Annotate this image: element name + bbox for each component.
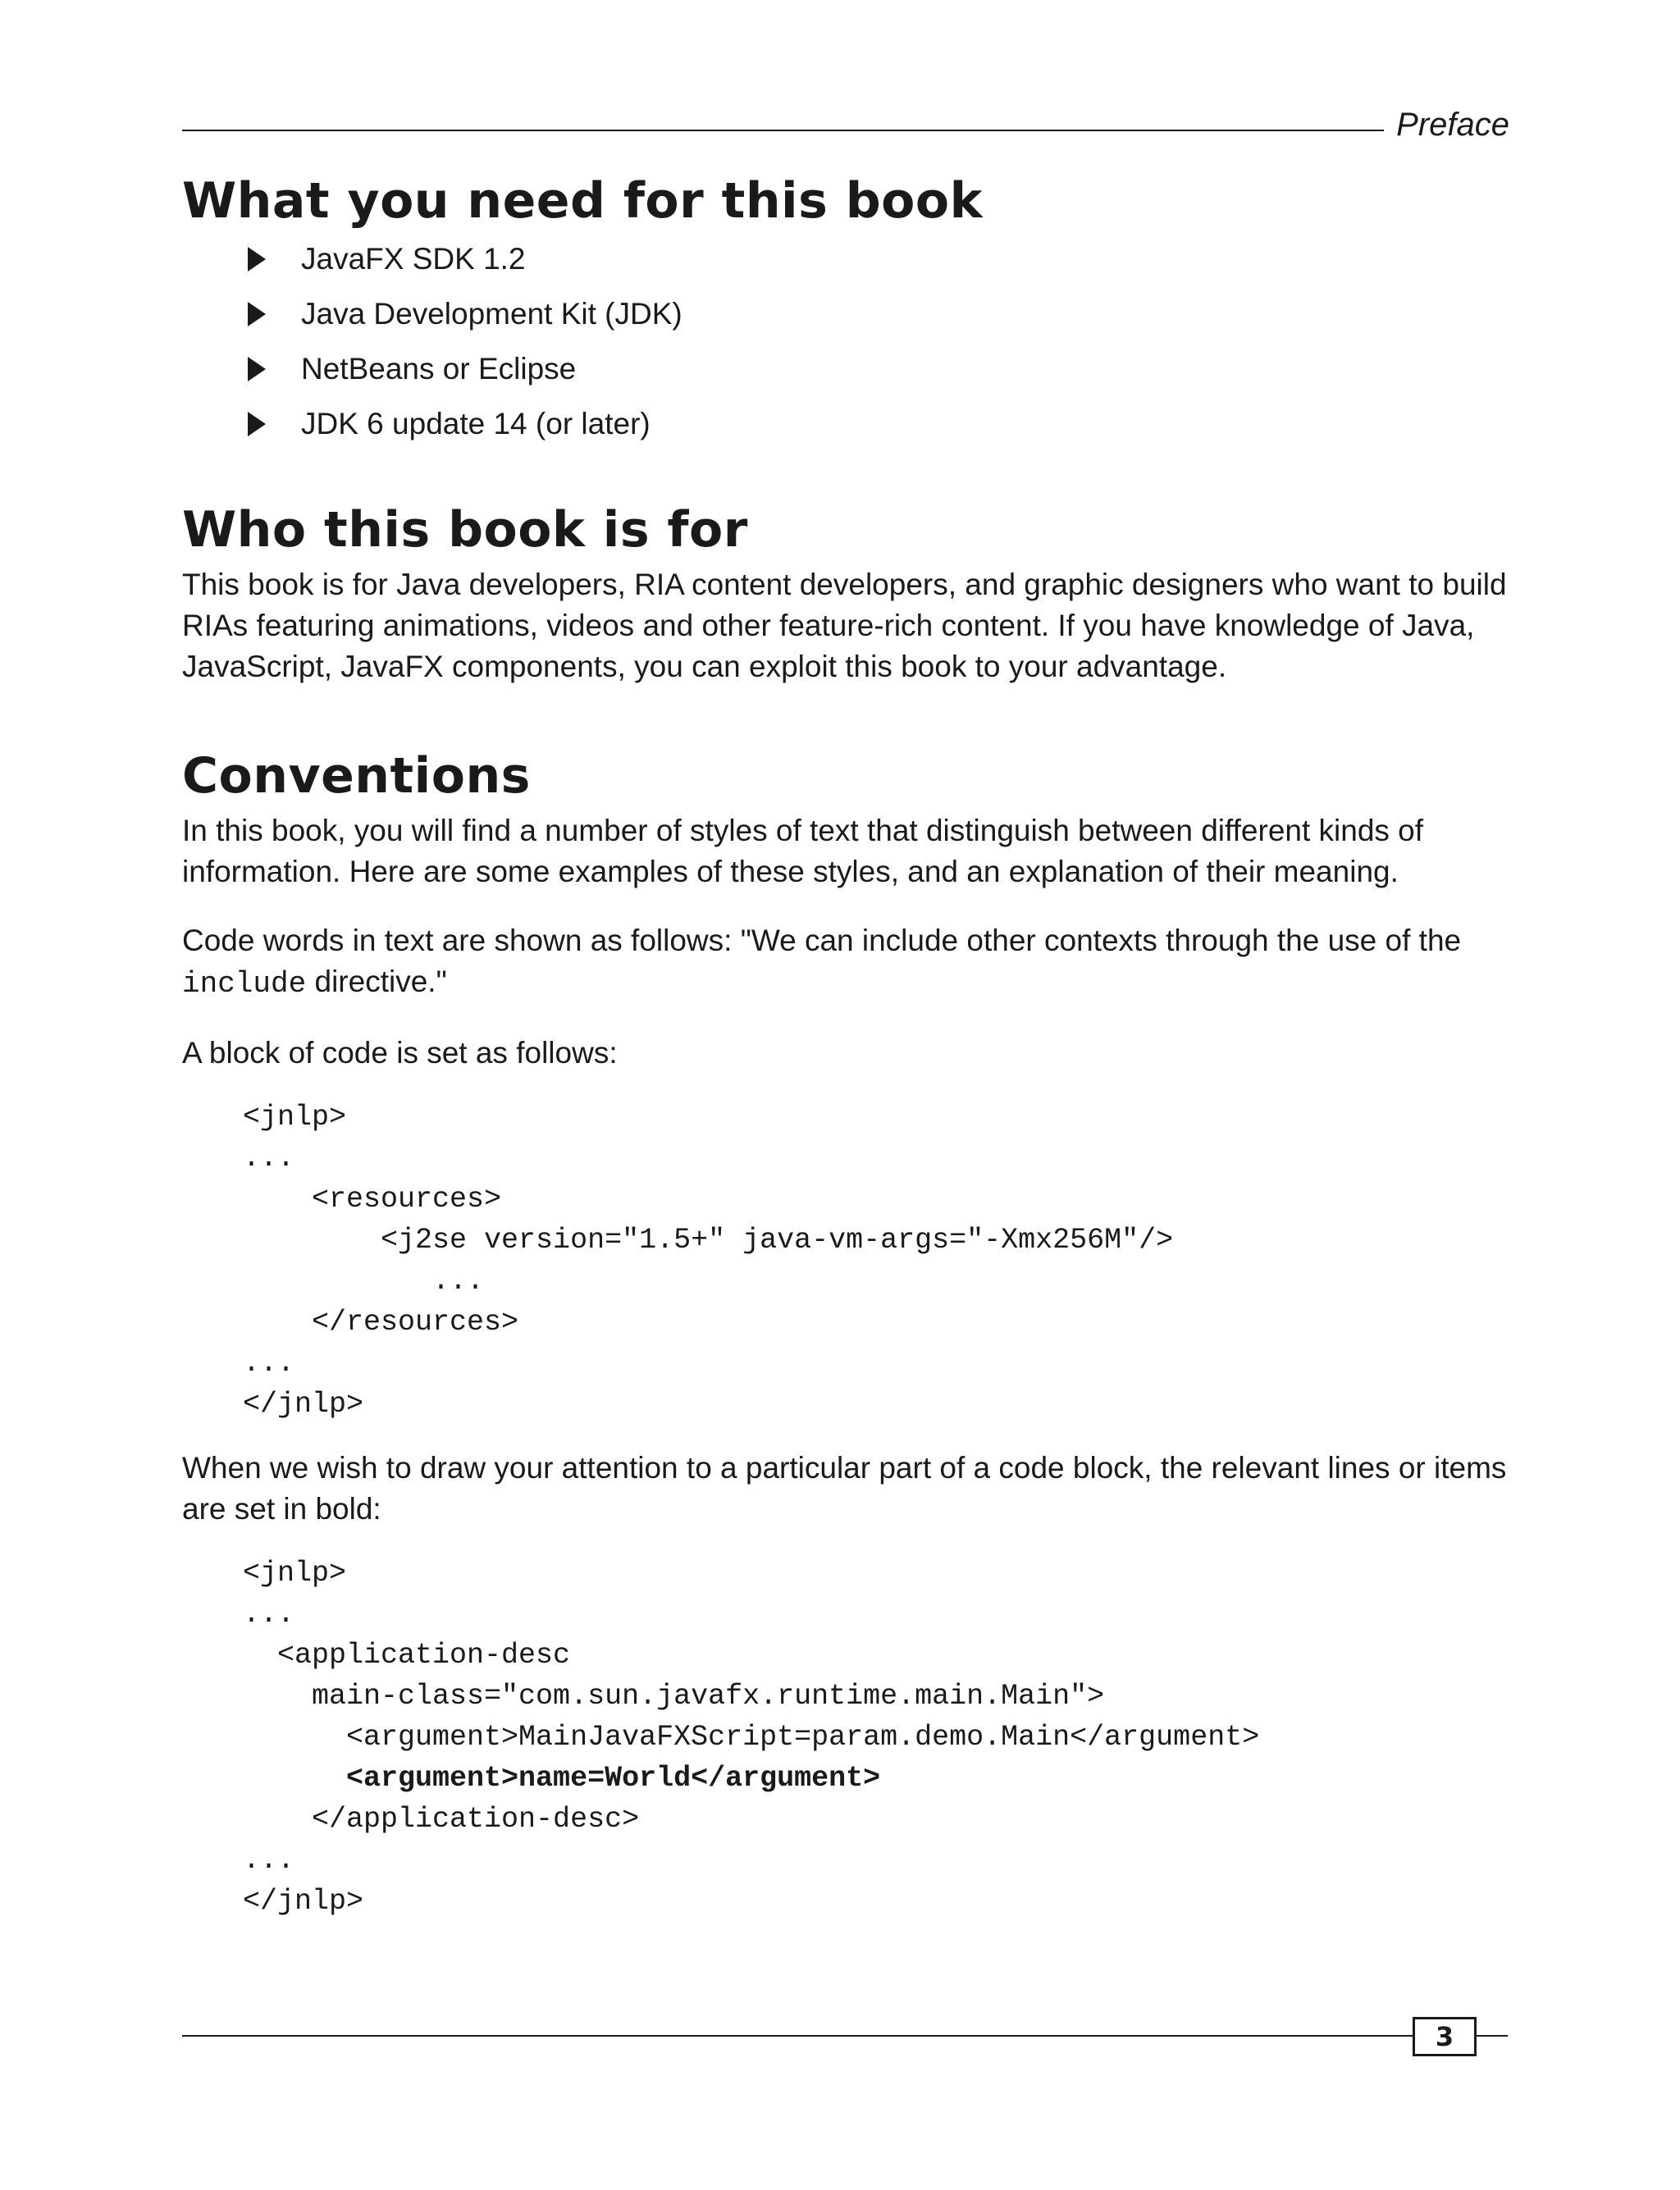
code-line: </jnlp> bbox=[243, 1885, 364, 1918]
code-line: ... bbox=[243, 1265, 485, 1298]
list-item: NetBeans or Eclipse bbox=[248, 349, 1511, 390]
section-title-audience: Who this book is for bbox=[182, 501, 748, 559]
code-block-1 bbox=[243, 1097, 1511, 1425]
bullet-triangle-icon bbox=[248, 247, 266, 271]
code-block-2 bbox=[243, 1553, 1511, 1922]
code-line: main-class="com.sun.javafx.runtime.main.Main"> bbox=[243, 1680, 1105, 1713]
code-line: </application-desc> bbox=[243, 1803, 640, 1836]
list-item: Java Development Kit (JDK) bbox=[248, 294, 1511, 335]
section-title-conventions: Conventions bbox=[182, 747, 531, 805]
code-line: </resources> bbox=[243, 1306, 519, 1339]
code-line-bold: <argument>name=World</argument> bbox=[243, 1762, 881, 1795]
code-line: ... bbox=[243, 1142, 295, 1175]
bullet-triangle-icon bbox=[248, 302, 266, 326]
code-line: <j2se version="1.5+" java-vm-args="-Xmx256M"/> bbox=[243, 1224, 1174, 1257]
bullet-triangle-icon bbox=[248, 412, 266, 436]
list-item: JavaFX SDK 1.2 bbox=[248, 239, 1511, 280]
code-line: <application-desc bbox=[243, 1639, 571, 1672]
page-content bbox=[182, 168, 1511, 1922]
list-item: JDK 6 update 14 (or later) bbox=[248, 404, 1511, 445]
page-number: 3 bbox=[1413, 2017, 1477, 2056]
code-line: ... bbox=[243, 1347, 295, 1380]
running-header: Preface bbox=[1396, 107, 1509, 143]
block-intro: A block of code is set as follows: bbox=[182, 1036, 618, 1070]
conventions-intro: In this book, you will find a number of styles of text that distinguish between different kinds of information. Here are some examples of these styles, and an explanation of their meaning. bbox=[182, 814, 1424, 888]
code-line: ... bbox=[243, 1598, 295, 1631]
bold-intro: When we wish to draw your attention to a particular part of a code block, the relevant lines or items are set in bold: bbox=[182, 1451, 1507, 1526]
code-line: <resources> bbox=[243, 1183, 502, 1216]
code-line: <jnlp> bbox=[243, 1557, 347, 1590]
header-rule bbox=[182, 130, 1384, 131]
code-line: </jnlp> bbox=[243, 1388, 364, 1421]
inline-code: include bbox=[182, 967, 307, 1001]
footer-rule-end bbox=[1475, 2035, 1508, 2037]
code-line: ... bbox=[243, 1844, 295, 1877]
section-title-needs: What you need for this book bbox=[182, 172, 983, 230]
bullet-triangle-icon bbox=[248, 357, 266, 381]
code-words-paragraph: Code words in text are shown as follows: "We can include other contexts through the use of the include directive." bbox=[182, 924, 1462, 1001]
code-line: <jnlp> bbox=[243, 1101, 347, 1134]
footer-rule bbox=[182, 2035, 1413, 2037]
requirements-list bbox=[182, 239, 1511, 445]
code-line: <argument>MainJavaFXScript=param.demo.Main</argument> bbox=[243, 1721, 1260, 1754]
audience-paragraph: This book is for Java developers, RIA content developers, and graphic designers who want to build RIAs featuring animations, videos and other feature-rich content. If you have knowledge of Java, JavaScript, JavaFX components, you can exploit this book to your advantage. bbox=[182, 568, 1507, 683]
